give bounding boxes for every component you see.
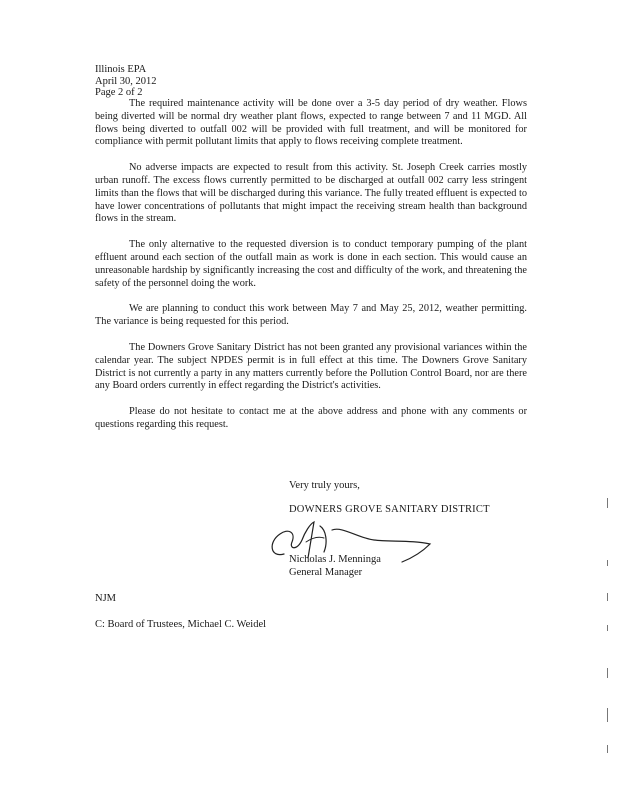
scan-artifact	[607, 668, 608, 678]
date-line: April 30, 2012	[95, 75, 157, 87]
paragraph-alternative: The only alternative to the requested diversion is to conduct temporary pumping of the plant effluent around each section of the outfall main as work is done in each section. This would cause an unreasonable hardship by significantly increasing the cost and difficulty of the work, and threatening the safety of the personnel doing the work.	[95, 239, 527, 289]
paragraph-contact: Please do not hesitate to contact me at the above address and phone with any comments or questions regarding this request.	[95, 406, 527, 430]
paragraph-impacts: No adverse impacts are expected to result from this activity. St. Joseph Creek carries mostly urban runoff. The excess flows currently permitted to be discharged at outfall 002 carry less stringent limits than the flows that will be discharged during this variance. The fully treated effluent is expected to have lower concentrations of pollutants that might impact the receiving stream health than background flows in the stream.	[95, 162, 527, 225]
letter-body	[95, 98, 527, 445]
scan-artifact	[607, 560, 608, 566]
signer-name: Nicholas J. Menninga	[289, 554, 381, 565]
carbon-copy-line: C: Board of Trustees, Michael C. Weidel	[95, 619, 267, 630]
paragraph-variances: The Downers Grove Sanitary District has not been granted any provisional variances within the calendar year. The subject NPDES permit is in full effect at this time. The Downers Grove Sanitary District is not currently a party in any matters currently before the Pollution Control Board, nor are there any Board orders currently in effect regarding the District's activities.	[95, 341, 527, 392]
typist-initials: NJM	[95, 593, 117, 604]
paragraph-schedule: We are planning to conduct this work between May 7 and May 25, 2012, weather permitting. The variance is being requested for this period.	[95, 303, 527, 328]
scan-artifact	[607, 625, 608, 631]
page-number: Page 2 of 2	[95, 87, 143, 98]
closing-block	[289, 480, 490, 516]
paragraph-maintenance: The required maintenance activity will be done over a 3-5 day period of dry weather. Flows being diverted will be normal dry weather plant flows, expected to range between 7 and 11 MGD. All flows being diverted to outfall 002 will be provided with full treatment, and will be monitored for compliance with permit pollutant limits that apply to flows receiving complete treatment.	[95, 98, 527, 148]
recipient-line: Illinois EPA	[95, 64, 147, 75]
scan-artifact	[607, 708, 608, 722]
signer-title: General Manager	[289, 567, 363, 578]
scan-artifact	[607, 745, 608, 753]
salutation: Very truly yours,	[289, 480, 360, 491]
scan-artifact	[607, 498, 608, 508]
scan-artifact	[607, 593, 608, 601]
letter-header	[95, 64, 157, 99]
signer-block	[289, 553, 381, 579]
organization-name: DOWNERS GROVE SANITARY DISTRICT	[289, 504, 490, 515]
